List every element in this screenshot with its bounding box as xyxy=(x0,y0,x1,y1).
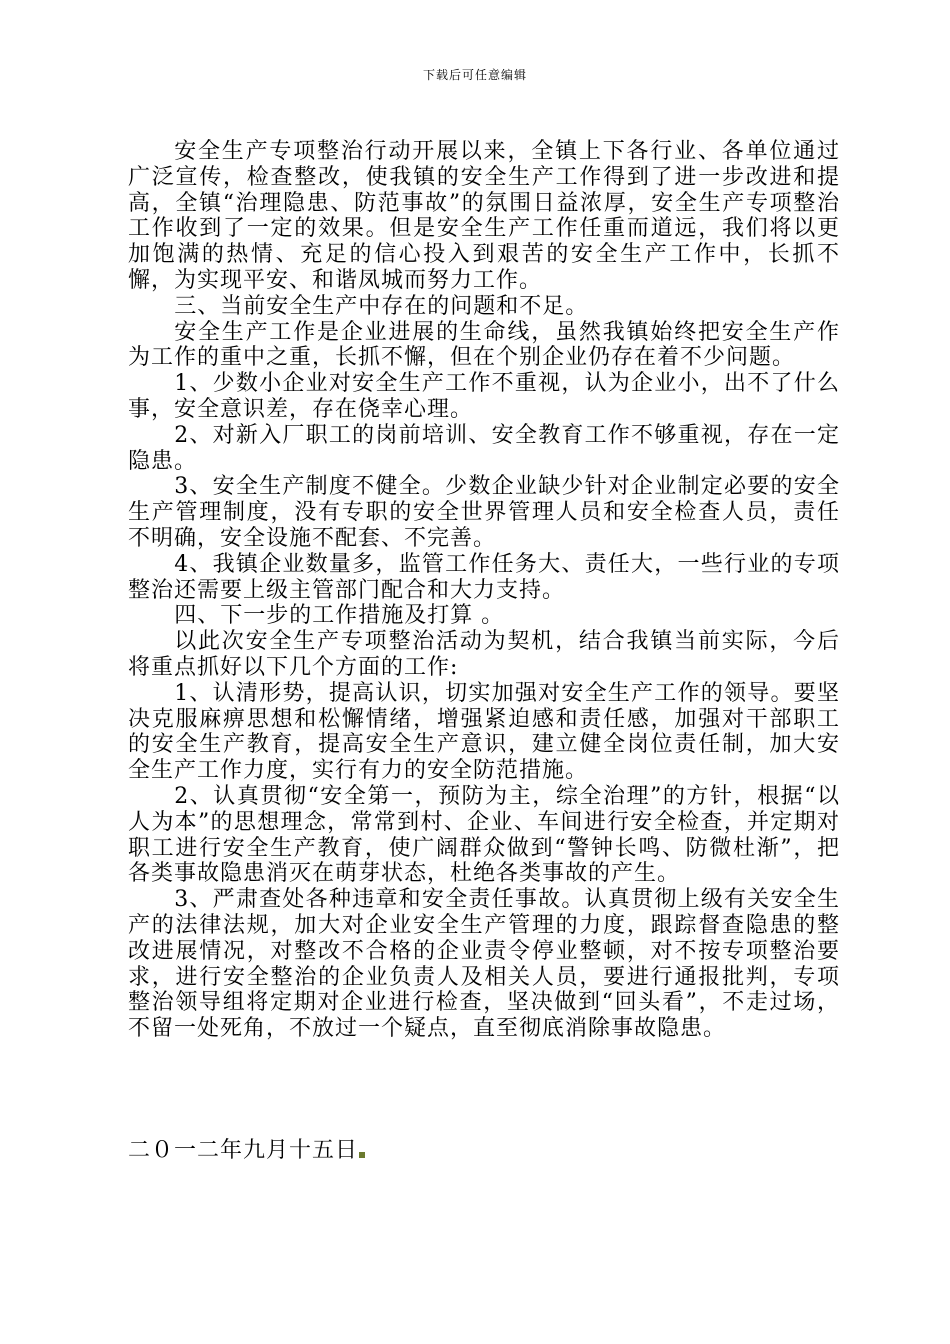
date-line xyxy=(128,1137,365,1165)
paragraph: 安全生产工作是企业进展的生命线，虽然我镇始终把安全生产作为工作的重中之重，长抓不懈，但在个别企业仍存在着不少问题。 xyxy=(128,319,840,371)
list-item: 3、严肃查处各种违章和安全责任事故。认真贯彻上级有关安全生产的法律法规，加大对企业安全生产管理的力度，跟踪督查隐患的整改进展情况，对整改不合格的企业责令停业整顿，对不按专项整治要求，进行安全整治的企业负责人及相关人员，要进行通报批判，专项整治领导组将定期对企业进行检查，坚决做到“回头看”，不走过场，不留一处死角，不放过一个疑点，直至彻底消除事故隐患。 xyxy=(128,887,840,1042)
list-item: 1、认清形势，提高认识，切实加强对安全生产工作的领导。要坚决克服麻痹思想和松懈情绪，增强紧迫感和责任感，加强对干部职工的安全生产教育，提高安全生产意识，建立健全岗位责任制，加大安全生产工作力度，实行有力的安全防范措施。 xyxy=(128,680,840,784)
list-item: 2、对新入厂职工的岗前培训、安全教育工作不够重视，存在一定隐患。 xyxy=(128,422,840,474)
list-item: 2、认真贯彻“安全第一，预防为主，综全治理”的方针，根据“以人为本”的思想理念，常常到村、企业、车间进行安全检查，并定期对职工进行安全生产教育，使广阔群众做到“警钟长鸣、防微杜渐”，把各类事故隐患消灭在萌芽状态，杜绝各类事故的产生。 xyxy=(128,783,840,887)
document-date: 二０一二年九月十五日 xyxy=(128,1138,359,1163)
paragraph: 安全生产专项整治行动开展以来，全镇上下各行业、各单位通过广泛宣传，检查整改，使我镇的安全生产工作得到了进一步改进和提高，全镇“治理隐患、防范事故”的氛围日益浓厚，安全生产专项整治工作收到了一定的效果。但是安全生产工作任重而道远，我们将以更加饱满的热情、充足的信心投入到艰苦的安全生产工作中，长抓不懈，为实现平安、和谐凤城而努力工作。 xyxy=(128,139,840,293)
header-note: 下载后可任意编辑 xyxy=(422,68,527,82)
section-heading: 三、当前安全生产中存在的问题和不足。 xyxy=(174,293,589,319)
list-item: 3、安全生产制度不健全。少数企业缺少针对企业制定必要的安全生产管理制度，没有专职的安全世界管理人员和安全检查人员，责任不明确，安全设施不配套、不完善。 xyxy=(128,474,840,551)
paragraph-end-mark-icon xyxy=(359,1152,365,1158)
list-item: 1、少数小企业对安全生产工作不重视，认为企业小，出不了什么事，安全意识差，存在侥幸心理。 xyxy=(128,371,840,422)
section-heading: 四、下一步的工作措施及打算 。 xyxy=(174,603,505,629)
document-body xyxy=(128,139,840,1042)
list-item: 4、我镇企业数量多，监管工作任务大、责任大，一些行业的专项整治还需要上级主管部门配合和大力支持。 xyxy=(128,551,840,603)
paragraph: 以此次安全生产专项整治活动为契机，结合我镇当前实际，今后将重点抓好以下几个方面的工作: xyxy=(128,629,840,680)
